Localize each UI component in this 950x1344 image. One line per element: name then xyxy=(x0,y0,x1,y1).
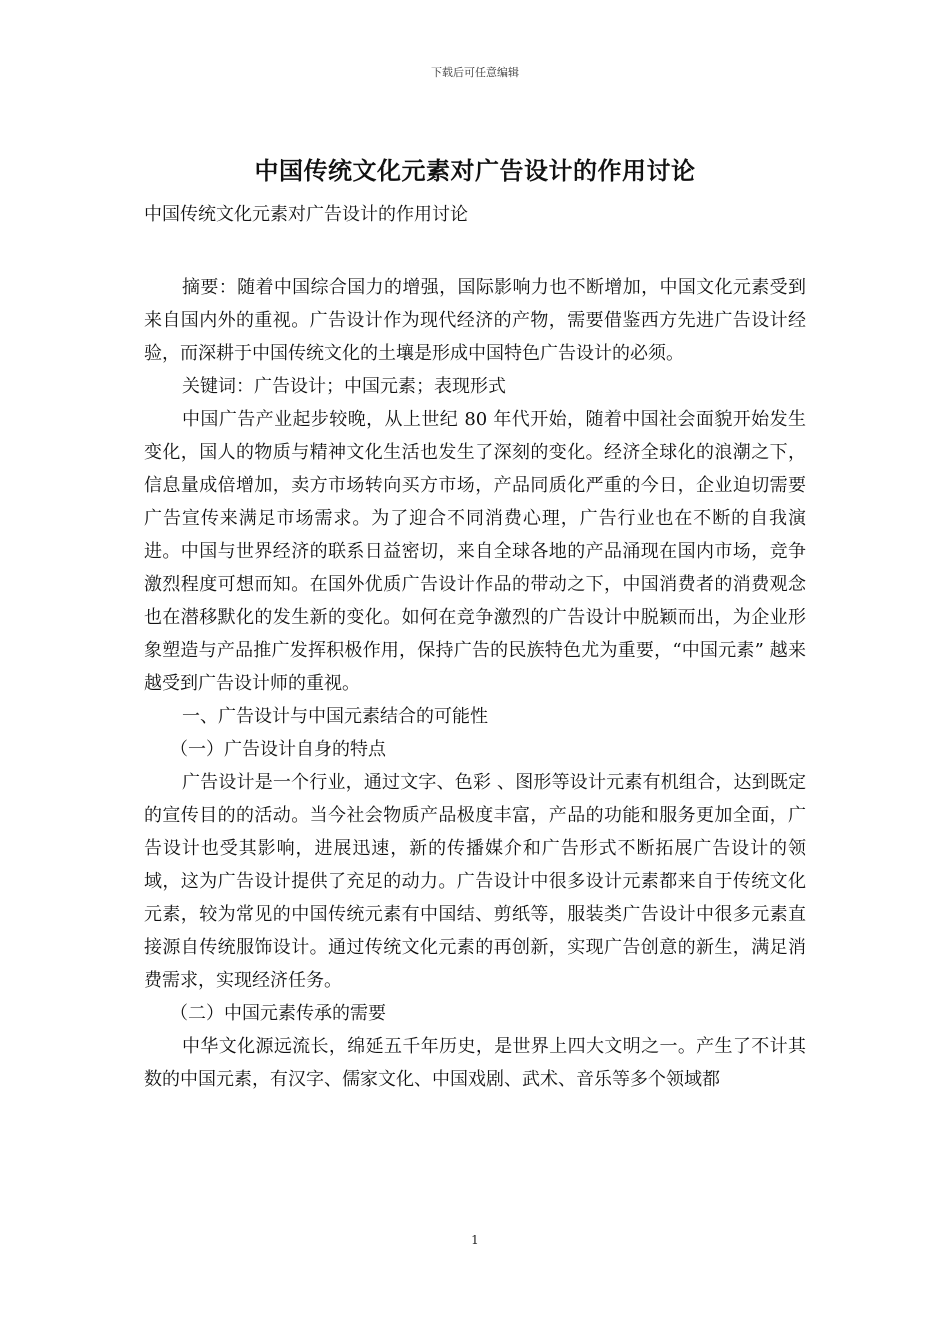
document-subtitle: 中国传统文化元素对广告设计的作用讨论 xyxy=(144,204,468,225)
header-note: 下载后可任意编辑 xyxy=(431,66,519,79)
subsection-paragraph-1-2: 中华文化源远流长，绵延五千年历史，是世界上四大文明之一。产生了不计其数的中国元素，有汉字、儒家文化、中国戏剧、武术、音乐等多个领域都 xyxy=(144,1036,806,1090)
intro-paragraph: 中国广告产业起步较晚，从上世纪 80 年代开始，随着中国社会面貌开始发生变化，国人的物质与精神文化生活也发生了深刻的变化。经济全球化的浪潮之下，信息量成倍增加，卖方市场转向买方市场，产品同质化严重的今日，企业迫切需要广告宣传来满足市场需求。为了迎合不同消费心理，广告行业也在不断的自我演进。中国与世界经济的联系日益密切，来自全球各地的产品涌现在国内市场，竞争激烈程度可想而知。在国外优质广告设计作品的带动之下，中国消费者的消费观念也在潜移默化的发生新的变化。如何在竞争激烈的广告设计中脱颖而出，为企业形象塑造与产品推广发挥积极作用，保持广告的民族特色尤为重要，“中国元素” 越来越受到广告设计师的重视。 xyxy=(144,409,806,694)
document-title: 中国传统文化元素对广告设计的作用讨论 xyxy=(254,156,696,185)
abstract-paragraph: 摘要：随着中国综合国力的增强，国际影响力也不断增加，中国文化元素受到来自国内外的重视。广告设计作为现代经济的产物，需要借鉴西方先进广告设计经验，而深耕于中国传统文化的土壤是形成中国特色广告设计的必须。 xyxy=(144,277,806,364)
subsection-heading-1-1: （一）广告设计自身的特点 xyxy=(170,739,386,760)
keywords-line: 关键词：广告设计；中国元素；表现形式 xyxy=(182,376,506,397)
page-number: 1 xyxy=(471,1233,479,1247)
subsection-heading-1-2: （二）中国元素传承的需要 xyxy=(170,1003,386,1024)
section-heading-1: 一、广告设计与中国元素结合的可能性 xyxy=(182,706,488,727)
subsection-paragraph-1-1: 广告设计是一个行业，通过文字、色彩 、图形等设计元素有机组合，达到既定的宣传目的的活动。当今社会物质产品极度丰富，产品的功能和服务更加全面，广告设计也受其影响，进展迅速，新的传播媒介和广告形式不断拓展广告设计的领域，这为广告设计提供了充足的动力。广告设计中很多设计元素都来自于传统文化元素，较为常见的中国传统元素有中国结、剪纸等，服装类广告设计中很多元素直接源自传统服饰设计。通过传统文化元素的再创新，实现广告创意的新生，满足消费需求，实现经济任务。 xyxy=(144,772,806,991)
document-body xyxy=(144,198,806,1096)
